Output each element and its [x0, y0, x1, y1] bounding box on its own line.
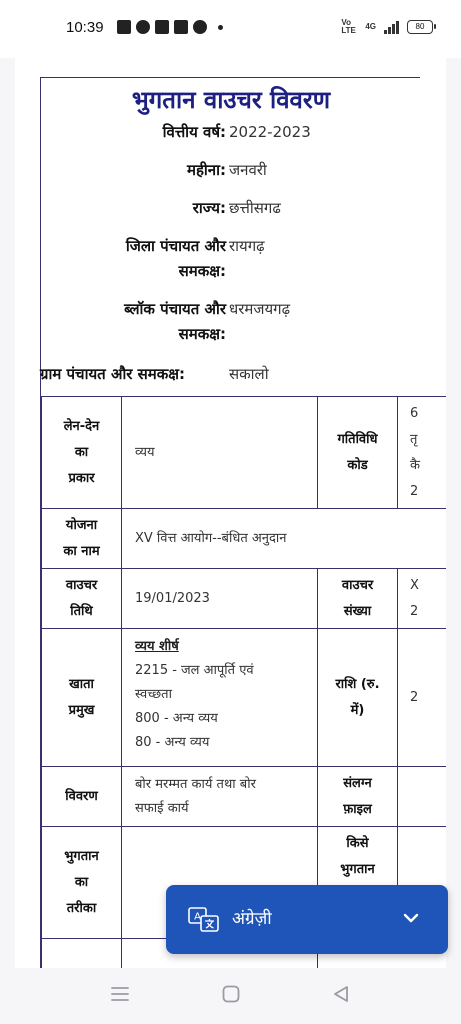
label-line: राशि (रु. [335, 676, 380, 692]
home-icon[interactable] [221, 984, 241, 1004]
info-value: छत्तीसगढ [229, 199, 281, 217]
info-value: सकालो [229, 365, 269, 383]
expense-head-line: स्वच्छता [135, 687, 172, 702]
voucher-date-label [41, 568, 121, 628]
table-row-partial-cell [41, 938, 121, 968]
label-line: गतिविधि [337, 431, 378, 447]
label-line: वाउचर [65, 577, 98, 593]
info-label: महीना: [186, 161, 226, 179]
label-line: में) [350, 702, 365, 718]
label-line: कोड [347, 457, 368, 473]
amount-label [317, 628, 397, 766]
page-title: भुगतान वाउचर विवरण [131, 86, 331, 114]
attached-file-value[interactable] [397, 766, 446, 826]
value-line: कै [410, 457, 420, 473]
txn-type-label [41, 396, 121, 508]
person-icon [193, 20, 207, 34]
label-line: का [74, 444, 89, 460]
voucher-number-value [397, 568, 446, 628]
info-label: राज्य: [192, 199, 226, 217]
recent-apps-icon[interactable] [110, 984, 130, 1004]
info-value: रायगढ़ [229, 237, 265, 255]
amount-value: 2 [397, 628, 446, 766]
value-line: सफाई कार्य [135, 800, 189, 816]
expense-head-line: 2215 - जल आपूर्ति एवं [135, 663, 254, 678]
activity-code-label [317, 396, 397, 508]
value-line: 2 [410, 603, 419, 619]
txn-type-value: व्यय [121, 396, 317, 508]
notification-icons [117, 20, 223, 34]
network-type-label: 4G [365, 22, 376, 31]
account-head-label [41, 628, 121, 766]
back-icon[interactable] [331, 984, 351, 1004]
value-line: 6 [410, 405, 419, 421]
label-line: खाता [69, 676, 94, 692]
label-line: तिथि [70, 603, 93, 619]
info-label-line: जिला पंचायत और [125, 237, 226, 255]
info-label-line: ब्लॉक पंचायत और [124, 300, 226, 318]
more-notifications-dot-icon [218, 25, 223, 30]
scheme-label [41, 508, 121, 568]
signal-icon [384, 20, 399, 34]
translate-language-label: अंग्रेज़ी [232, 909, 272, 929]
account-head-value [121, 628, 317, 766]
info-value: 2022-2023 [229, 123, 311, 141]
expense-head-title: व्यय शीर्ष [135, 639, 179, 654]
details-label: विवरण [41, 766, 121, 826]
voucher-date-value: 19/01/2023 [121, 568, 317, 628]
label-line: फ़ाइल [343, 801, 372, 817]
expense-head-line: 80 - अन्य व्यय [135, 735, 210, 750]
label-line: भुगतान [64, 848, 99, 864]
details-value [121, 766, 317, 826]
facebook-icon [174, 20, 188, 34]
svg-text:A: A [194, 911, 201, 923]
value-line: X [410, 577, 419, 593]
label-line: किसे [346, 836, 369, 851]
info-label: वित्तीय वर्ष: [162, 123, 226, 141]
voucher-card [40, 77, 420, 968]
info-value: जनवरी [229, 161, 267, 179]
activity-code-value [397, 396, 446, 508]
label-line: संलग्न [343, 775, 372, 791]
label-line: योजना [65, 517, 98, 533]
whatsapp-icon [136, 20, 150, 34]
expense-head-line: 800 - अन्य व्यय [135, 711, 218, 726]
translate-language-bar[interactable] [166, 885, 448, 954]
system-navigation-bar [0, 968, 461, 1024]
label-line: वाउचर [341, 577, 374, 593]
value-line: तृ [410, 431, 418, 447]
status-time: 10:39 [66, 19, 104, 36]
label-line: प्रमुख [68, 702, 95, 718]
label-line: लेन-देन [63, 418, 100, 434]
info-label: ग्राम पंचायत और समकक्ष: [40, 365, 186, 383]
voucher-number-label [317, 568, 397, 628]
volte-label: Vo LTE [341, 18, 356, 35]
info-label-line: समकक्ष: [178, 262, 226, 280]
value-line: 2 [410, 483, 419, 499]
value-line: बोर मरम्मत कार्य तथा बोर [135, 776, 256, 792]
payment-method-label [41, 826, 121, 938]
label-line: संख्या [343, 603, 372, 619]
chevron-down-icon[interactable] [402, 909, 420, 927]
attached-file-label [317, 766, 397, 826]
label-line: भुगतान [340, 862, 375, 877]
battery-icon: 80 [407, 20, 433, 34]
label-line: का नाम [63, 543, 100, 559]
info-value: धरमजयगढ़ [229, 300, 291, 318]
label-line: प्रकार [68, 470, 95, 486]
document-app-icon [117, 20, 131, 34]
download-icon [155, 20, 169, 34]
scheme-value: XV वित्त आयोग--बंधित अनुदान [121, 508, 446, 568]
info-label-line: समकक्ष: [178, 325, 226, 343]
label-line: तरीका [66, 900, 97, 916]
translate-icon [188, 907, 220, 933]
page-content [15, 50, 446, 968]
label-line: का [74, 874, 89, 890]
